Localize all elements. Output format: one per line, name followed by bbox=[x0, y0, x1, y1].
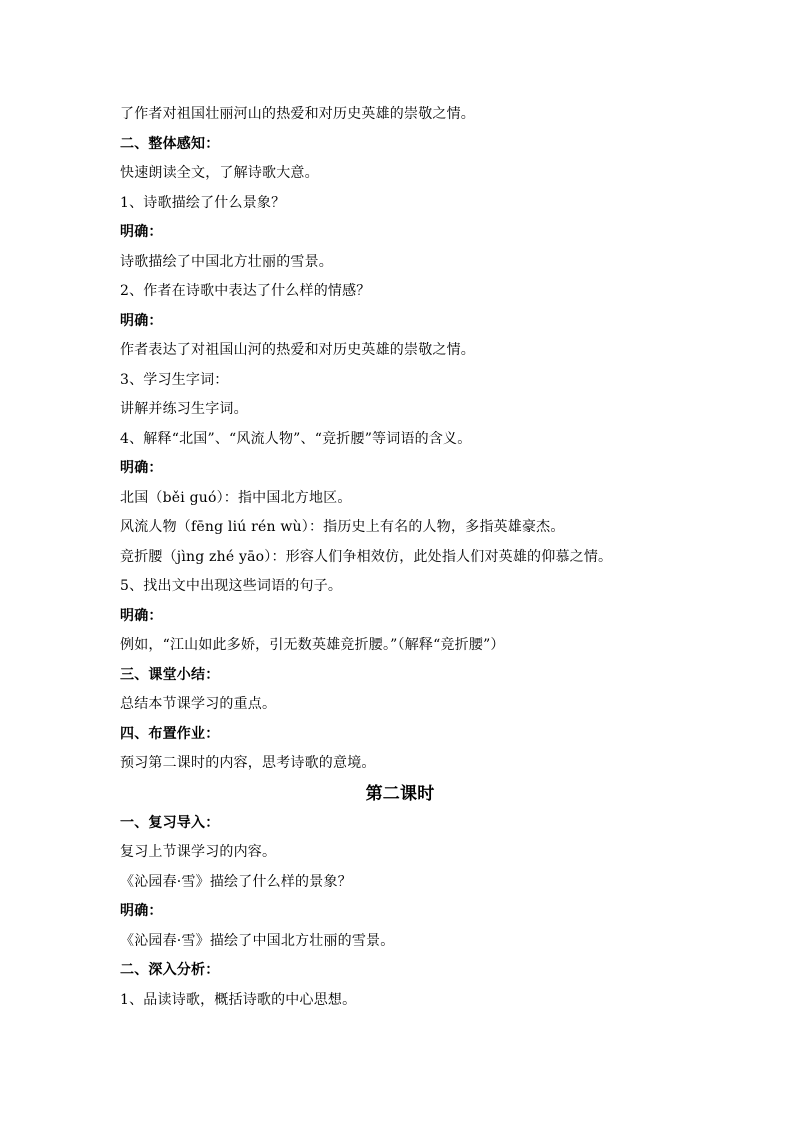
paragraph-line: 总结本节课学习的重点。 bbox=[120, 696, 277, 712]
section-heading: 四、布置作业： bbox=[120, 725, 220, 742]
paragraph-line: 4、解释“北国”、“风流人物”、“竞折腰”等词语的含义。 bbox=[120, 430, 472, 447]
section-heading: 一、复习导入： bbox=[120, 814, 220, 831]
document-body bbox=[120, 100, 680, 1015]
paragraph-line: 了作者对祖国壮丽河山的热爱和对历史英雄的崇敬之情。 bbox=[120, 106, 475, 122]
paragraph-line: 例如，“江山如此多娇，引无数英雄竞折腰。”（解释“竞折腰”） bbox=[120, 637, 505, 653]
paragraph-line: 1、诗歌描绘了什么景象？ bbox=[120, 194, 286, 211]
paragraph-line: 北国（běi guó）：指中国北方地区。 bbox=[120, 489, 352, 506]
paragraph-line: 竞折腰（jìng zhé yāo）：形容人们争相效仿，此处指人们对英雄的仰慕之情。 bbox=[120, 548, 613, 565]
section-heading: 明确： bbox=[120, 903, 163, 919]
paragraph-line: 5、找出文中出现这些词语的句子。 bbox=[120, 578, 343, 594]
section-heading: 三、课堂小结： bbox=[120, 666, 220, 683]
paragraph-line: 复习上节课学习的内容。 bbox=[120, 844, 277, 860]
paragraph-line: 《沁园春·雪》描绘了中国北方壮丽的雪景。 bbox=[120, 932, 395, 949]
paragraph-line: 预习第二课时的内容，思考诗歌的意境。 bbox=[120, 755, 376, 771]
section-heading: 明确： bbox=[120, 607, 163, 624]
paragraph-line: 1、品读诗歌，概括诗歌的中心思想。 bbox=[120, 991, 357, 1008]
paragraph-line: 诗歌描绘了中国北方壮丽的雪景。 bbox=[120, 253, 333, 270]
paragraph-line: 2、作者在诗歌中表达了什么样的情感？ bbox=[120, 283, 371, 299]
section-heading: 明确： bbox=[120, 460, 163, 476]
lesson-title: 第二课时 bbox=[365, 783, 435, 804]
section-heading: 二、深入分析： bbox=[120, 962, 220, 978]
paragraph-line: 3、学习生字词： bbox=[120, 371, 229, 388]
section-heading: 明确： bbox=[120, 224, 163, 240]
section-heading: 明确： bbox=[120, 312, 163, 329]
paragraph-line: 快速朗读全文，了解诗歌大意。 bbox=[120, 165, 319, 181]
section-heading: 二、整体感知： bbox=[120, 135, 220, 152]
paragraph-line: 作者表达了对祖国山河的热爱和对历史英雄的崇敬之情。 bbox=[120, 342, 475, 358]
paragraph-line: 风流人物（fēng liú rén wù）：指历史上有名的人物，多指英雄豪杰。 bbox=[120, 519, 565, 535]
paragraph-line: 讲解并练习生字词。 bbox=[120, 401, 248, 417]
paragraph-line: 《沁园春·雪》描绘了什么样的景象？ bbox=[120, 873, 352, 890]
